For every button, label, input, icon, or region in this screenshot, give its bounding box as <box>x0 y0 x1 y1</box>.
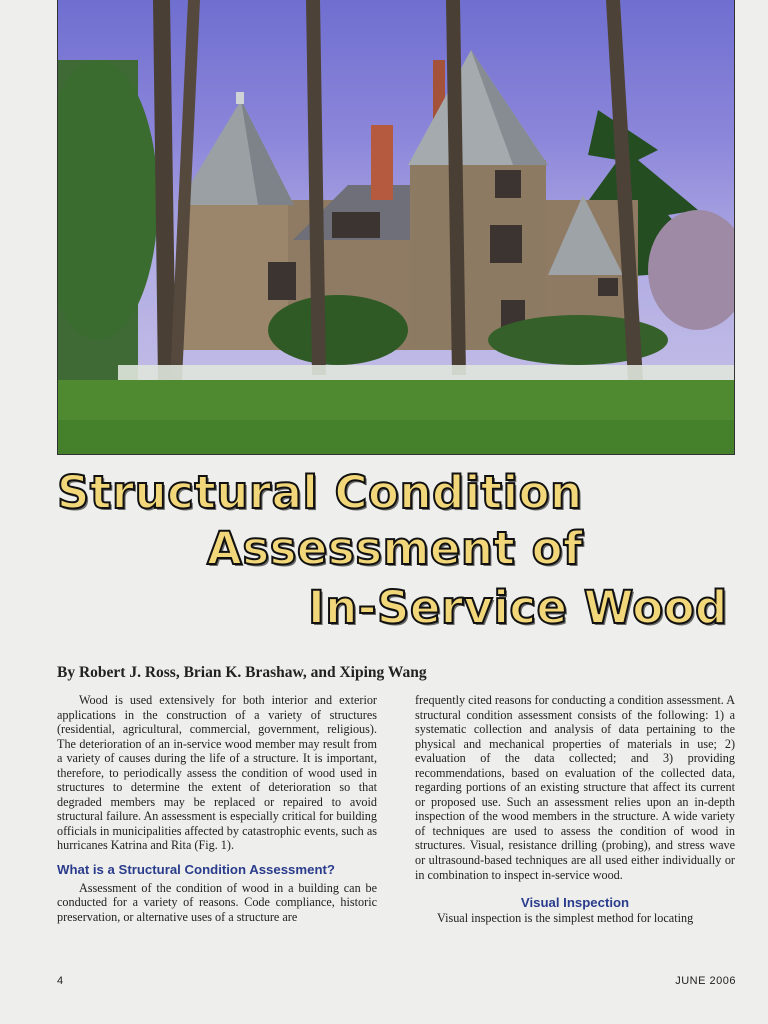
article-title-line-1: Structural Condition <box>57 466 583 519</box>
body-paragraph: Visual inspection is the simplest method for locating <box>437 910 694 925</box>
article-title-line-2: Assessment of <box>207 522 584 575</box>
body-paragraph: Assessment of the condition of wood in a building can be conducted for a variety of reasons. Code compliance, historic preservation, or alternative uses of a structure are <box>57 880 377 924</box>
section-heading: What is a Structural Condition Assessment? <box>57 862 335 878</box>
body-paragraph: Wood is used extensively for both interior and exterior applications in the construction of a variety of structures (residential, agricultural, commercial, government, religious). The deterioration of an in-service wood member may result from a variety of causes during the life of a structure. It is important, therefore, to periodically assess the condition of wood used in structures to determine the extent of deterioration so that degraded members may be replaced or repaired to avoid structural failure. An assessment is especially critical for building officials in municipalities affected by catastrophic events, such as hurricanes Katrina and Rita (Fig. 1). <box>57 693 377 853</box>
body-column-left <box>57 693 377 924</box>
page-number: 4 <box>57 975 64 987</box>
body-column-right <box>415 693 735 925</box>
mansion-photo <box>57 0 735 455</box>
section-heading: Visual Inspection <box>520 895 630 911</box>
body-paragraph: frequently cited reasons for conducting a condition assessment. A structural condition assessment consists of the following: 1) a systematic collection and analysis of data pertaining to the physical and mechanical properties of materials in use; 2) evaluation of the data collected; and 3) providing recommendations, based on evaluation of the collected data, regarding portions of an existing structure that affect its current or proposed use. Such an assessment relies upon an in-depth inspection of the wood members in the structure. A wide variety of techniques are used to assess the condition of wood in structures. Visual, resistance drilling (probing), and stress wave or ultrasound-based techniques are all used either individually or in combination to inspect in-service wood. <box>415 693 735 882</box>
article-title-line-3: In-Service Wood <box>308 581 728 634</box>
author-byline: By Robert J. Ross, Brian K. Brashaw, and Xiping Wang <box>57 664 427 681</box>
issue-date: JUNE 2006 <box>675 975 736 987</box>
